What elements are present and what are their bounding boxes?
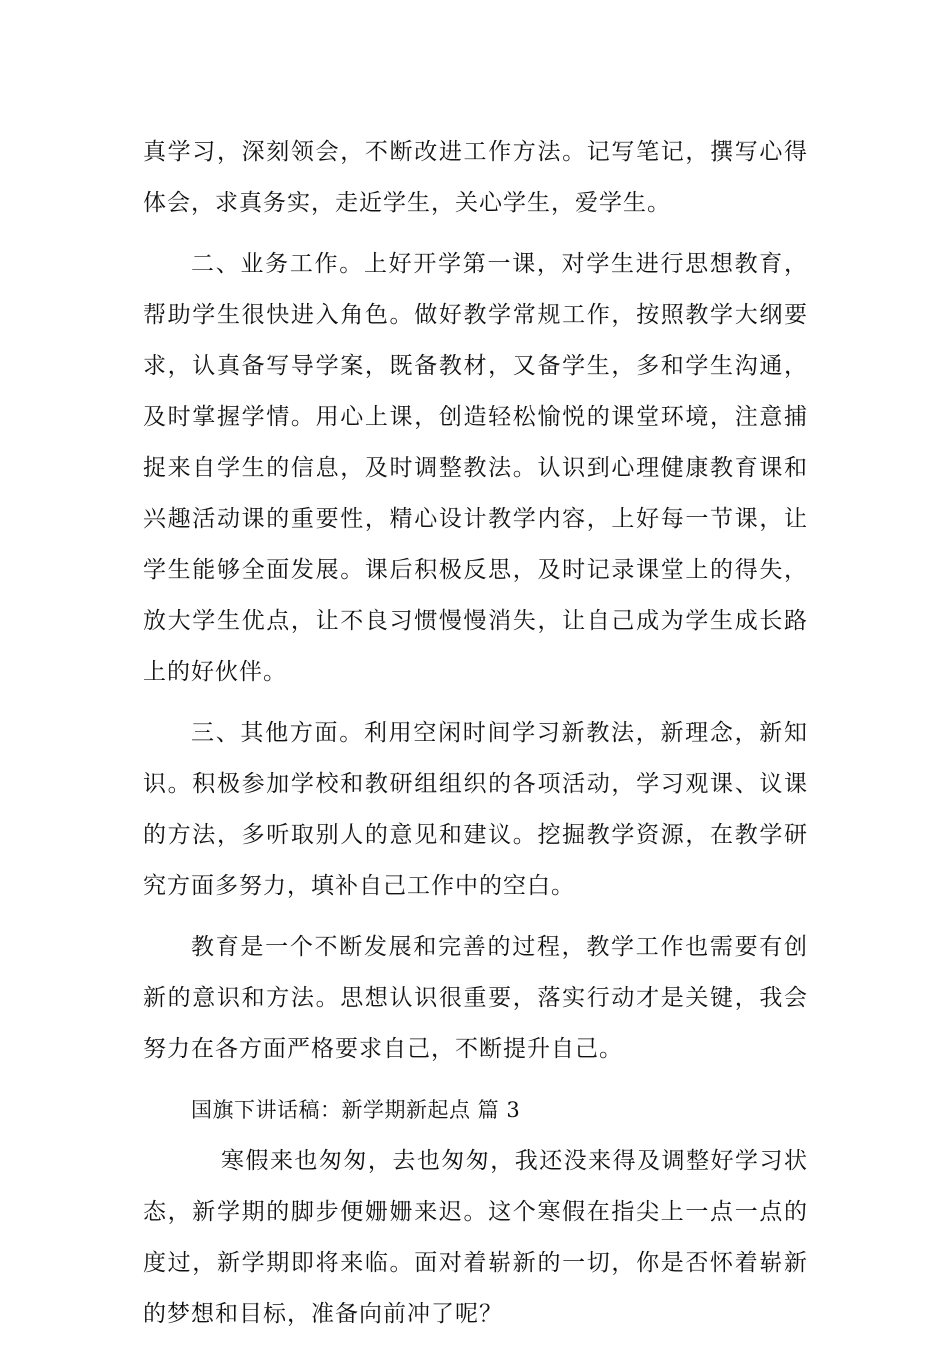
paragraph-continuation: 真学习，深刻领会，不断改进工作方法。记写笔记，撰写心得体会，求真务实，走近学生，关心学生，爱学生。 bbox=[143, 139, 808, 216]
section-title: 国旗下讲话稿：新学期新起点 篇 3 bbox=[191, 1098, 521, 1122]
paragraph-business-work: 二、业务工作。上好开学第一课，对学生进行思想教育，帮助学生很快进入角色。做好教学常规工作，按照教学大纲要求，认真备写导学案，既备教材，又备学生，多和学生沟通，及时掌握学情。用心上课，创造轻松愉悦的课堂环境，注意捕捉来自学生的信息，及时调整教法。认识到心理健康教育课和兴趣活动课的重要性，精心设计教学内容，上好每一节课，让学生能够全面发展。课后积极反思，及时记录课堂上的得失，放大学生优点，让不良习惯慢慢消失，让自己成为学生成长路上的好伙伴。 bbox=[143, 251, 808, 685]
paragraph-other-aspects: 三、其他方面。利用空闲时间学习新教法，新理念，新知识。积极参加学校和教研组组织的各项活动，学习观课、议课的方法，多听取别人的意见和建议。挖掘教学资源，在教学研究方面多努力，填补自己工作中的空白。 bbox=[143, 720, 808, 899]
document-body bbox=[143, 127, 808, 1350]
paragraph-winter-break: 寒假来也匆匆，去也匆匆，我还没来得及调整好学习状态，新学期的脚步便姗姗来迟。这个寒假在指尖上一点一点的度过，新学期即将来临。面对着崭新的一切，你是否怀着崭新的梦想和目标，准备向前冲了呢？ bbox=[143, 1148, 808, 1327]
paragraph-education-summary: 教育是一个不断发展和完善的过程，教学工作也需要有创新的意识和方法。思想认识很重要，落实行动才是关键，我会努力在各方面严格要求自己，不断提升自己。 bbox=[143, 934, 808, 1062]
